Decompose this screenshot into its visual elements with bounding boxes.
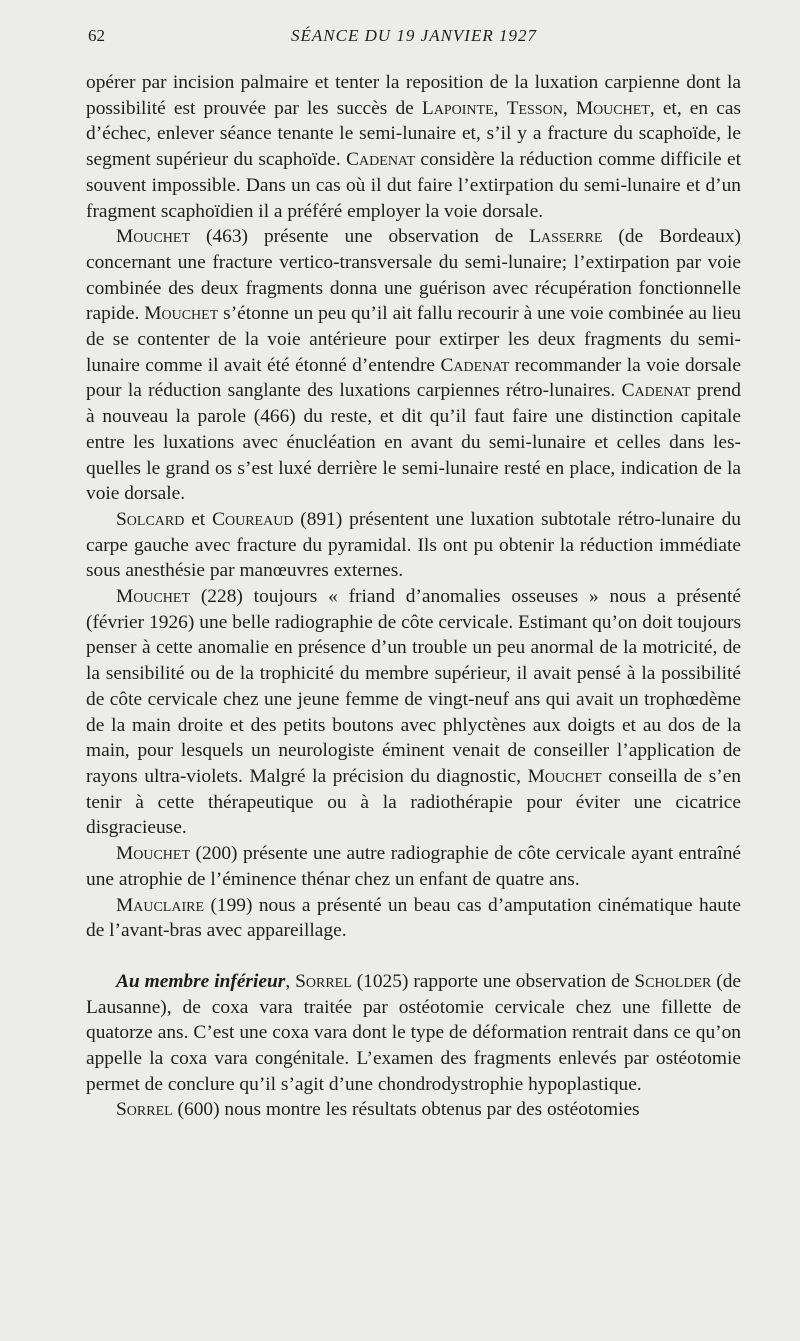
- author-name: Sorrel: [116, 1099, 173, 1121]
- page-header: [88, 26, 740, 50]
- author-name: Mauclaire: [116, 894, 205, 916]
- text-run: (1025) rapporte une observation de: [351, 970, 635, 992]
- author-name: Mouchet: [116, 226, 191, 248]
- paragraph: [86, 224, 741, 507]
- text-run: ,: [562, 97, 576, 119]
- author-name: Cadenat: [440, 354, 510, 376]
- text-run: recommander la voie dorsale pour la réduction sanglante des luxations carpiennes rétro-lunaires.: [86, 354, 741, 402]
- body-text: [86, 70, 741, 1123]
- paragraph: [86, 584, 741, 841]
- section-heading: Au membre inférieur: [116, 970, 286, 992]
- paragraph: [86, 1097, 741, 1123]
- author-name: Mouchet: [116, 843, 191, 865]
- text-run: , et, en cas d’échec, enlever séance tenante le semi-lunaire et, s’il y a fracture du scaphoïde, le segment supérieur du scaphoïde.: [86, 97, 742, 171]
- text-run: conseilla de s’en tenir à cette thérapeutique ou à la radiothérapie pour éviter une cicatrice disgracieuse.: [86, 765, 741, 839]
- author-name: Lasserre: [529, 226, 603, 248]
- running-title: SÉANCE DU 19 JANVIER 1927: [291, 26, 537, 45]
- text-run: (199) nous a présenté un beau cas d’amputation cinématique haute de l’avant-bras avec appareillage.: [86, 894, 741, 942]
- paragraph: [86, 841, 741, 892]
- text-run: (463) présente une observation de: [190, 226, 530, 248]
- text-run: (de Bordeaux) concernant une fracture vertico-transversale du semi-lunaire; l’extirpation par voie combinée des deux fragments donna une guérison avec récupération fonctionnelle rapide.: [86, 226, 741, 325]
- author-name: Mouchet: [527, 765, 602, 787]
- text-run: (891) présentent une luxation subtotale rétro-lunaire du carpe gauche avec fracture du pyramidal. Ils ont pu obtenir la réduction immédiate sous anesthésie par manœuvres externes.: [86, 508, 741, 582]
- text-run: prend à nouveau la parole (466) du reste, et dit qu’il faut faire une distinction capitale entre les luxations avec énucléation en avant du semi-lunaire et celles dans lesquelles le grand os s’est luxé derrière le semi-lunaire resté en place, indication de la voie dorsale.: [86, 380, 741, 505]
- text-run: (200) présente une autre radiographie de côte cervicale ayant entraîné une atrophie de l’éminence thénar chez un enfant de quatre ans.: [86, 843, 741, 890]
- author-name: Solcard: [116, 508, 185, 530]
- paragraph: [86, 70, 741, 224]
- author-name: Coureaud: [212, 508, 294, 530]
- text-run: (600) nous montre les résultats obtenus par des ostéotomies: [172, 1099, 640, 1121]
- text-run: opérer par incision palmaire et tenter la reposition de la luxation carpienne dont la possibilité est prouvée par les succès de: [86, 72, 741, 119]
- author-name: Mouchet: [144, 303, 219, 325]
- text-run: et: [184, 508, 213, 530]
- page-number: 62: [88, 26, 105, 45]
- text-run: considère la réduction comme difficile et souvent impossible. Dans un cas où il dut faire l’extirpation du semi-lunaire et d’un fragment scaphoïdien il a préféré employer la voie dorsale.: [86, 149, 741, 222]
- author-name: Tesson: [506, 97, 563, 119]
- paragraph: [86, 507, 741, 584]
- text-run: ,: [493, 97, 507, 119]
- author-name: Mouchet: [116, 586, 191, 608]
- paragraph: [86, 893, 741, 944]
- text-run: ,: [285, 970, 296, 992]
- author-name: Cadenat: [346, 149, 416, 171]
- author-name: Scholder: [634, 970, 712, 992]
- author-name: Lapointe: [421, 97, 494, 119]
- text-run: (228) toujours « friand d’anomalies osseuses » nous a présenté (février 1926) une belle radiographie de côte cervicale. Estimant qu’on doit toujours penser à cette anomalie en présence d’un trouble un peu anormal de la motricité, de la sensibilité ou de la trophicité du membre supérieur, il avait pensé à la possibilité de côte cervicale chez une jeune femme de vingt-neuf ans qui avait un trophœdème de la main droite et des petits boutons avec phlyctènes aux doigts et au dos de la main, pour lesquels un neurologiste éminent venait de conseiller l’application de rayons ultra-violets. Malgré la précision du diagnostic,: [86, 586, 741, 787]
- text-run: s’étonne un peu qu’il ait fallu recourir à une voie combinée au lieu de se contenter de la voie antérieure pour extirper les deux fragments du semi-lunaire comme il avait été étonné d’entendre: [86, 303, 741, 376]
- text-run: (de Lausanne), de coxa vara traitée par ostéotomie cervicale chez une fillette de quatorze ans. C’est une coxa vara dont le type de déformation rentrait dans ce qu’on appelle la coxa vara congénitale. L’examen des fragments enlevés par ostéotomie permet de conclure qu’il s’agit d’une chondrodystrophie hypoplastique.: [86, 970, 742, 1095]
- author-name: Sorrel: [295, 970, 352, 992]
- paragraph: [86, 969, 741, 1098]
- author-name: Mouchet: [575, 97, 650, 119]
- author-name: Cadenat: [621, 380, 691, 402]
